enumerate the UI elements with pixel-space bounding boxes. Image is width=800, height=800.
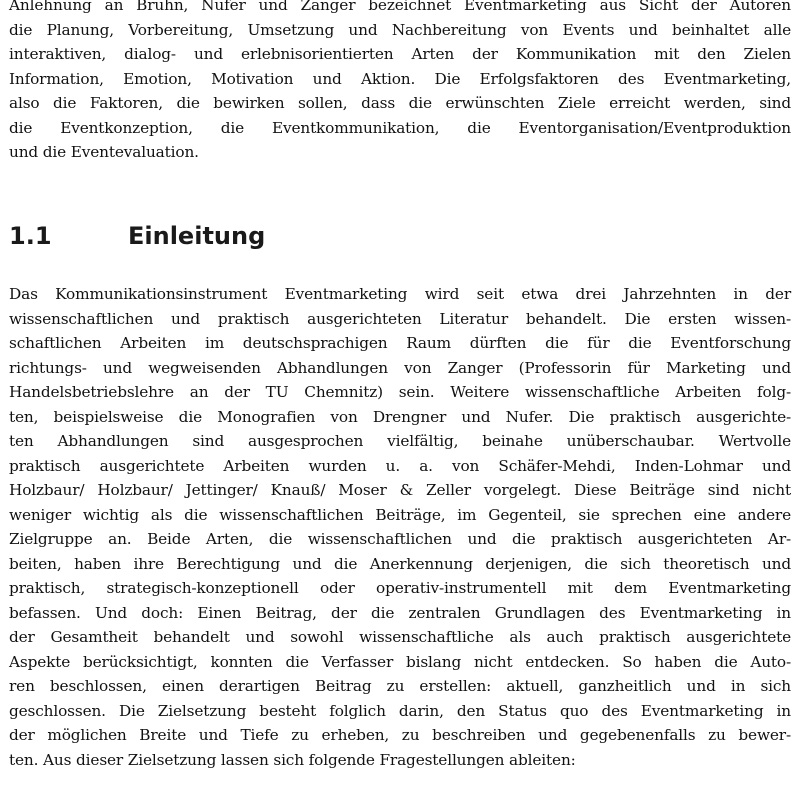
body-paragraph	[9, 282, 791, 772]
text-line: die Eventkonzeption, die Eventkommunikation, die Eventorganisation/Eventproduktion	[9, 118, 791, 137]
text-line: Zielgruppe an. Beide Arten, die wissenschaftlichen und die praktisch ausgerichteten Ar-	[9, 530, 791, 548]
text-line: der Gesamtheit behandelt und sowohl wissenschaftliche als auch praktisch ausgerichtete	[9, 628, 791, 646]
text-line: Aspekte berücksichtigt, konnten die Verfasser bislang nicht entdecken. So haben die Auto-	[9, 652, 791, 671]
text-line: Das Kommunikationsinstrument Eventmarketing wird seit etwa drei Jahrzehnten in der	[9, 285, 791, 303]
text-line: Anlehnung an Bruhn, Nufer und Zanger bezeichnet Eventmarketing aus Sicht der Autoren	[9, 0, 791, 14]
text-line: Holzbaur/ Holzbaur/ Jettinger/ Knauß/ Moser & Zeller vorgelegt. Diese Beiträge sind nicht	[9, 481, 791, 499]
text-line: weniger wichtig als die wissenschaftlichen Beiträge, im Gegenteil, sie sprechen eine andere	[9, 505, 791, 524]
text-line: befassen. Und doch: Einen Beitrag, der die zentralen Grundlagen des Eventmarketing in	[9, 603, 791, 622]
text-line: interaktiven, dialog- und erlebnisorientierten Arten der Kommunikation mit den Zielen	[9, 45, 791, 63]
text-line: Information, Emotion, Motivation und Aktion. Die Erfolgsfaktoren des Eventmarketing,	[9, 69, 791, 88]
text-line: ten Abhandlungen sind ausgesprochen vielfältig, beinahe unüberschaubar. Wertvolle	[9, 432, 791, 450]
text-line: also die Faktoren, die bewirken sollen, dass die erwünschten Ziele erreicht werden, sind	[9, 94, 791, 112]
text-line: beiten, haben ihre Berechtigung und die Anerkennung derjenigen, die sich theoretisch und	[9, 554, 791, 573]
text-line: schaftlichen Arbeiten im deutschsprachigen Raum dürften die für die Eventforschung	[9, 334, 791, 352]
text-line: ten, beispielsweise die Monografien von Drengner und Nufer. Die praktisch ausgerichte-	[9, 407, 791, 426]
text-line: die Planung, Vorbereitung, Umsetzung und Nachbereitung von Events und beinhaltet alle	[9, 20, 791, 39]
section-title: Einleitung	[128, 222, 266, 250]
section-heading	[9, 218, 265, 254]
text-line: ten. Aus dieser Zielsetzung lassen sich folgende Fragestellungen ableiten:	[9, 750, 576, 769]
text-line: richtungs- und wegweisenden Abhandlungen von Zanger (Professorin für Marketing und	[9, 358, 791, 377]
text-line: und die Eventevaluation.	[9, 143, 199, 161]
text-line: der möglichen Breite und Tiefe zu erheben, zu beschreiben und gegebenenfalls zu bewer-	[9, 726, 791, 744]
intro-paragraph	[9, 0, 791, 165]
text-line: praktisch, strategisch-konzeptionell oder operativ-instrumentell mit dem Eventmarketing	[9, 579, 791, 597]
text-line: wissenschaftlichen und praktisch ausgerichteten Literatur behandelt. Die ersten wissen-	[9, 309, 791, 328]
text-line: ren beschlossen, einen derartigen Beitrag zu erstellen: aktuell, ganzheitlich und in sich	[9, 677, 791, 695]
text-line: geschlossen. Die Zielsetzung besteht folglich darin, den Status quo des Eventmarketing in	[9, 701, 791, 720]
text-line: Handelsbetriebslehre an der TU Chemnitz) sein. Weitere wissenschaftliche Arbeiten folg-	[9, 383, 791, 401]
text-line: praktisch ausgerichtete Arbeiten wurden u. a. von Schäfer-Mehdi, Inden-Lohmar und	[9, 456, 791, 475]
section-number: 1.1	[9, 222, 52, 250]
